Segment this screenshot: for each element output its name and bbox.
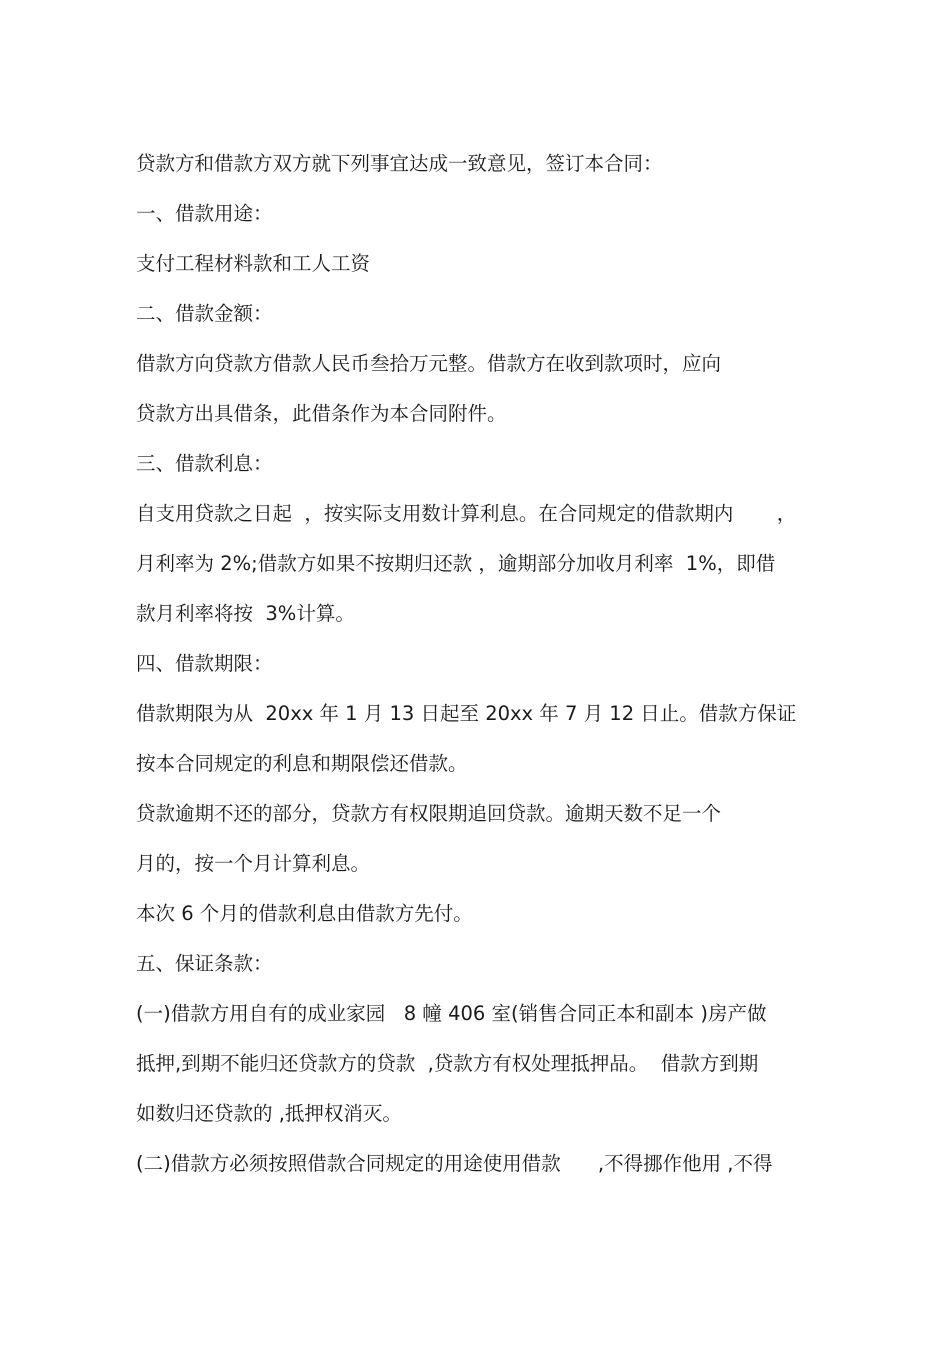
text-line: (一)借款方用自有的成业家园 8 幢 406 室(销售合同正本和副本 )房产做 xyxy=(136,1002,767,1025)
text-line: 月利率为 2%;借款方如果不按期归还款 ，逾期部分加收月利率 1%，即借 xyxy=(136,552,776,575)
section-heading: 四、借款期限： xyxy=(136,652,273,675)
text-line: 本次 6 个月的借款利息由借款方先付。 xyxy=(136,902,473,925)
section-heading: 三、借款利息： xyxy=(136,452,273,475)
text-line: 贷款方和借款方双方就下列事宜达成一致意见，签订本合同： xyxy=(136,152,663,175)
text-line: 抵押,到期不能归还贷款方的贷款 ,贷款方有权处理抵押品。 借款方到期 xyxy=(136,1052,759,1075)
text-line: 如数归还贷款的 ,抵押权消灭。 xyxy=(136,1102,402,1125)
text-line: 贷款逾期不还的部分，贷款方有权限期追回贷款。逾期天数不足一个 xyxy=(136,802,722,825)
text-line: 借款方向贷款方借款人民币叁拾万元整。借款方在收到款项时，应向 xyxy=(136,352,722,375)
text-line: 款月利率将按 3%计算。 xyxy=(136,602,355,625)
contract-body xyxy=(136,141,856,1191)
text-line: 支付工程材料款和工人工资 xyxy=(136,252,371,275)
text-line: 贷款方出具借条，此借条作为本合同附件。 xyxy=(136,402,507,425)
text-line: 月的，按一个月计算利息。 xyxy=(136,852,371,875)
text-line: 借款期限为从 20xx 年 1 月 13 日起至 20xx 年 7 月 12 日止。借款方保证 xyxy=(136,702,797,725)
text-line: 按本合同规定的利息和期限偿还借款。 xyxy=(136,752,468,775)
text-line: (二)借款方必须按照借款合同规定的用途使用借款 ,不得挪作他用 ,不得 xyxy=(136,1152,773,1175)
text-line: 自支用贷款之日起 ，按实际支用数计算利息。在合同规定的借款期内 ， xyxy=(136,502,797,525)
section-heading: 二、借款金额： xyxy=(136,302,273,325)
section-heading: 五、保证条款： xyxy=(136,952,273,975)
section-heading: 一、借款用途： xyxy=(136,202,273,225)
